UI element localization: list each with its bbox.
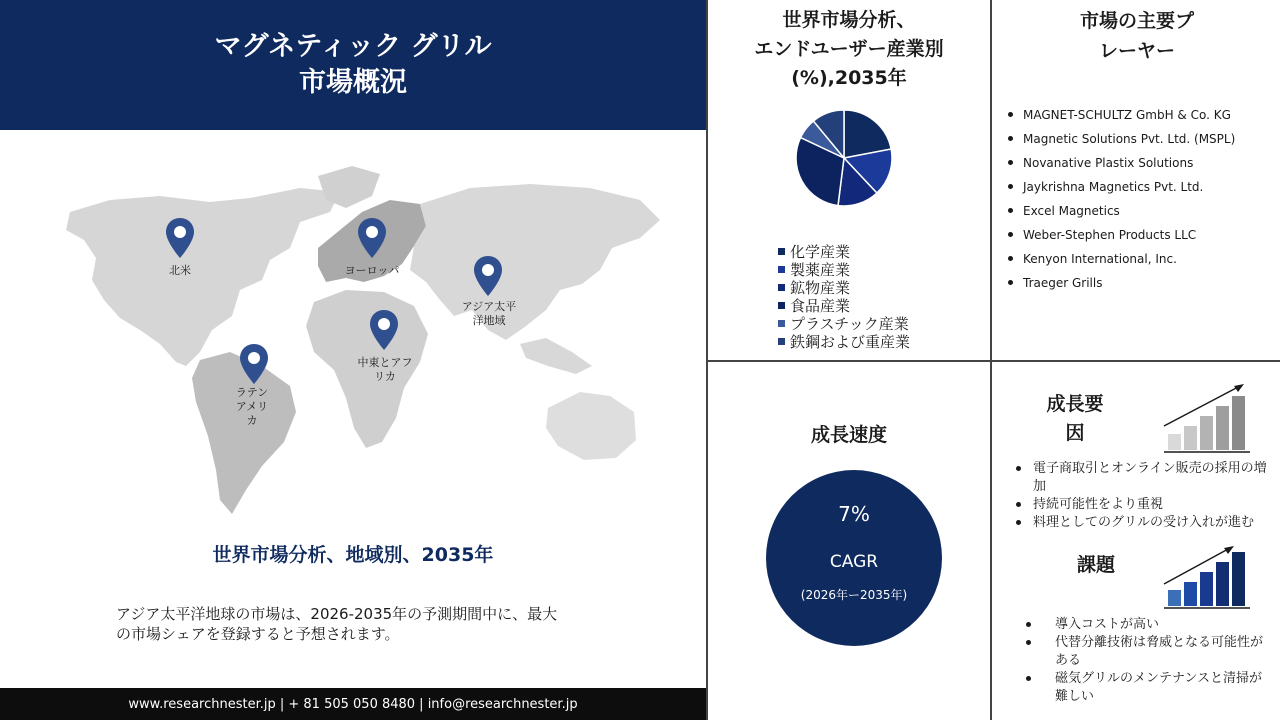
bullet-icon xyxy=(1016,502,1021,507)
map-pin-icon xyxy=(474,256,502,296)
region-analysis-title: 世界市場分析、地域別、2035年 xyxy=(212,544,494,566)
growth-factors-title-line: 成長要 xyxy=(1046,393,1104,415)
region-label-north-america xyxy=(150,264,210,278)
region-label-asia-pacific xyxy=(454,300,524,328)
list-item xyxy=(1008,276,1272,300)
factor-text: 持続可能性をより重視 xyxy=(1033,497,1164,512)
bullet-icon xyxy=(1026,676,1031,681)
legend-item xyxy=(778,296,910,314)
legend-label: 鉄鋼および重産業 xyxy=(790,332,911,351)
bullet-icon xyxy=(1026,622,1031,627)
legend-swatch xyxy=(778,248,785,255)
region-label-line: ヨーロッパ xyxy=(344,264,400,277)
overview-header xyxy=(0,0,706,130)
player-name: Excel Magnetics xyxy=(1023,204,1120,218)
region-label-latin-america xyxy=(224,386,280,428)
legend-label: 鉱物産業 xyxy=(790,278,851,297)
legend-swatch xyxy=(778,338,785,345)
world-map xyxy=(0,130,706,530)
end-user-pie-chart xyxy=(792,106,896,210)
player-name: MAGNET-SCHULTZ GmbH & Co. KG xyxy=(1023,108,1231,122)
bullet-icon xyxy=(1008,256,1013,261)
region-label-line: 中東とアフ xyxy=(357,356,413,369)
legend-swatch xyxy=(778,284,785,291)
rising-bars-blue-icon xyxy=(1162,544,1252,610)
map-pin-icon xyxy=(370,310,398,350)
player-name: Jaykrishna Magnetics Pvt. Ltd. xyxy=(1023,180,1204,194)
legend-label: プラスチック産業 xyxy=(790,314,909,333)
contact-footer: www.researchnester.jp | + 81 505 050 8480 | info@researchnester.jp xyxy=(0,688,706,720)
legend-item xyxy=(778,278,910,296)
growth-rate-title: 成長速度 xyxy=(810,424,887,446)
region-label-middle-east-africa xyxy=(350,356,420,384)
key-players-list xyxy=(1008,108,1272,300)
legend-label: 製薬産業 xyxy=(790,260,851,279)
region-description-line-2: の市場シェアを登録すると予想されます。 xyxy=(116,625,400,643)
player-name: Weber-Stephen Products LLC xyxy=(1023,228,1197,242)
growth-factors-title xyxy=(1030,390,1120,448)
legend-item xyxy=(778,242,910,260)
list-item xyxy=(1026,634,1266,670)
key-players-title-line: 市場の主要プ xyxy=(1079,10,1194,32)
player-name: Traeger Grills xyxy=(1023,276,1103,290)
legend-label: 化学産業 xyxy=(790,242,851,261)
map-pin-icon xyxy=(240,344,268,384)
region-label-europe xyxy=(336,264,408,278)
region-label-line: 北米 xyxy=(169,264,191,277)
list-item xyxy=(1008,204,1272,228)
bullet-icon xyxy=(1008,136,1013,141)
bullet-icon xyxy=(1008,208,1013,213)
bullet-icon xyxy=(1016,466,1021,471)
page-title xyxy=(215,29,492,101)
region-label-line: アメリ xyxy=(235,400,269,413)
cagr-badge xyxy=(766,470,942,646)
list-item xyxy=(1026,616,1266,634)
map-australia xyxy=(546,392,636,460)
bullet-icon xyxy=(1008,280,1013,285)
list-item xyxy=(1008,228,1272,252)
region-label-line: アジア太平 xyxy=(461,300,517,313)
list-item xyxy=(1008,180,1272,204)
legend-swatch xyxy=(778,302,785,309)
list-item xyxy=(1008,252,1272,276)
map-southeast-asia xyxy=(520,338,592,374)
legend-swatch xyxy=(778,320,785,327)
challenges-list xyxy=(1026,616,1266,706)
region-analysis-description xyxy=(116,604,626,644)
legend-label: 食品産業 xyxy=(790,296,851,315)
bullet-icon xyxy=(1016,520,1021,525)
bullet-icon xyxy=(1026,640,1031,645)
challenge-text: 磁気グリルのメンテナンスと清掃が難しい xyxy=(1055,671,1262,704)
map-pin-icon xyxy=(166,218,194,258)
region-label-line: 洋地域 xyxy=(472,314,506,327)
list-item xyxy=(1008,132,1272,156)
player-name: Magnetic Solutions Pvt. Ltd. (MSPL) xyxy=(1023,132,1236,146)
region-description-line-1: アジア太平洋地球の市場は、2026-2035年の予測期間中に、最大 xyxy=(116,605,558,623)
player-name: Novanative Plastix Solutions xyxy=(1023,156,1194,170)
factor-text: 電子商取引とオンライン販売の採用の増加 xyxy=(1033,461,1267,494)
map-pin-icon xyxy=(358,218,386,258)
player-name: Kenyon International, Inc. xyxy=(1023,252,1177,266)
growth-factors-title-line: 因 xyxy=(1065,422,1085,444)
bullet-icon xyxy=(1008,232,1013,237)
bullet-icon xyxy=(1008,184,1013,189)
list-item xyxy=(1016,514,1272,532)
page-title-line-2: 市場概況 xyxy=(298,67,407,98)
page-title-line-1: マグネティック グリル xyxy=(214,31,492,62)
growth-factors-list xyxy=(1016,460,1272,532)
list-item xyxy=(1016,496,1272,514)
cagr-label: CAGR xyxy=(829,552,879,572)
legend-item xyxy=(778,314,910,332)
list-item xyxy=(1026,670,1266,706)
bullet-icon xyxy=(1008,160,1013,165)
challenges-title: 課題 xyxy=(1076,554,1115,576)
list-item xyxy=(1016,460,1272,496)
legend-swatch xyxy=(778,266,785,273)
chart-title xyxy=(708,6,990,93)
map-asia xyxy=(410,184,660,340)
rising-bars-grey-icon xyxy=(1162,382,1252,454)
legend-item xyxy=(778,332,910,350)
factor-text: 料理としてのグリルの受け入れが進む xyxy=(1033,515,1255,530)
region-label-line: リカ xyxy=(374,370,396,383)
cagr-period: (2026年ー2035年) xyxy=(800,588,908,602)
legend-item xyxy=(778,260,910,278)
region-label-line: ラテン xyxy=(235,386,269,399)
divider xyxy=(706,360,1280,362)
chart-title-line: 世界市場分析、 xyxy=(782,9,916,31)
challenge-text: 導入コストが高い xyxy=(1055,617,1160,632)
key-players-title xyxy=(994,6,1280,66)
cagr-value: 7% xyxy=(838,502,870,526)
region-label-line: カ xyxy=(246,414,258,427)
chart-title-line: エンドユーザー産業別 xyxy=(754,38,944,60)
list-item xyxy=(1008,108,1272,132)
challenge-text: 代替分離技術は脅威となる可能性がある xyxy=(1055,635,1264,668)
list-item xyxy=(1008,156,1272,180)
chart-title-line: (%),2035年 xyxy=(791,67,907,89)
bullet-icon xyxy=(1008,112,1013,117)
key-players-title-line: レーヤー xyxy=(1098,40,1175,62)
chart-legend xyxy=(778,242,910,350)
